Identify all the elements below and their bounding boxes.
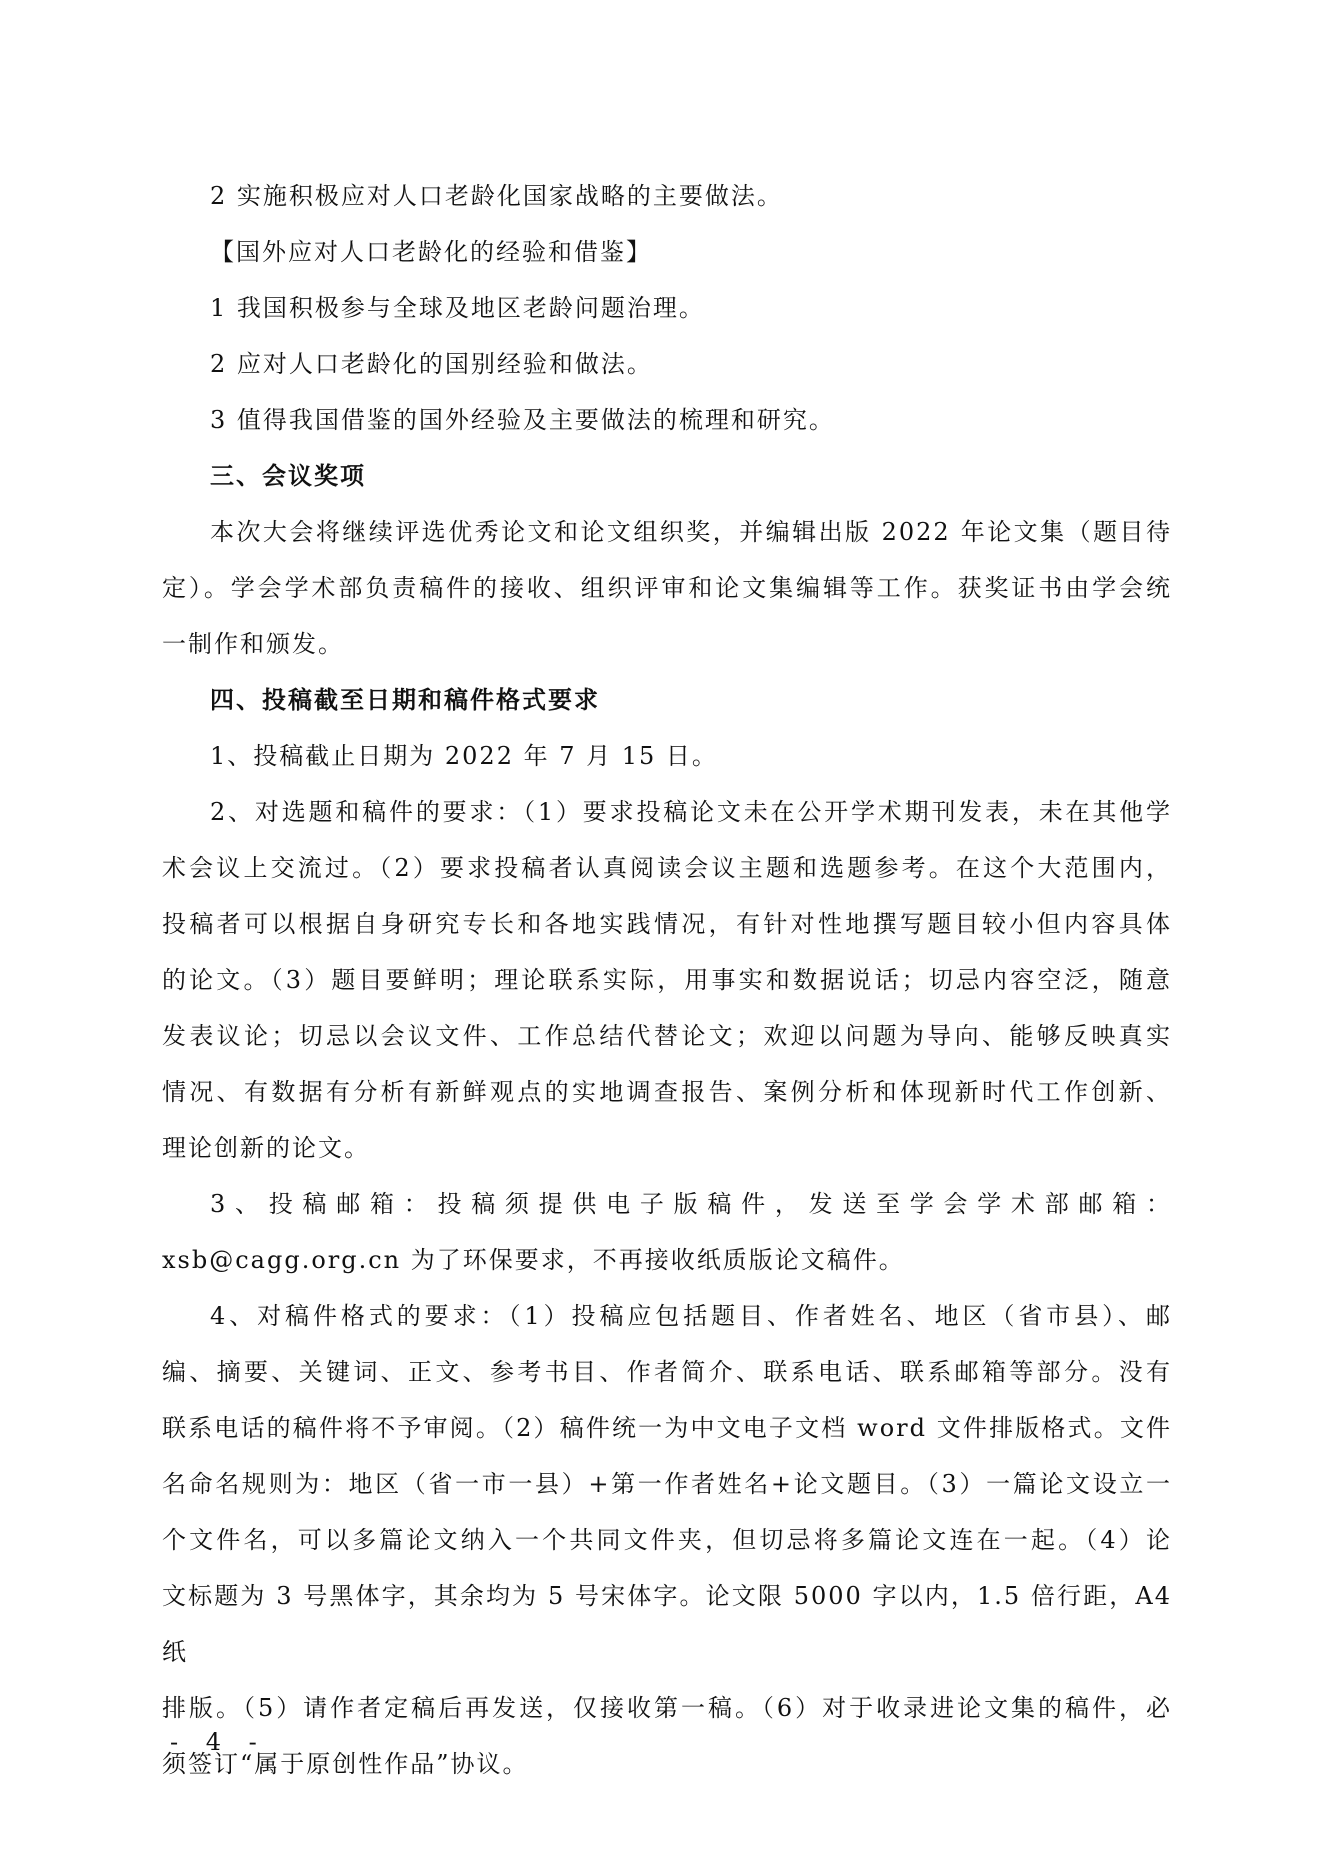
body-line: 须签订“属于原创性作品”协议。 [162, 1750, 529, 1778]
body-line: 一制作和颁发。 [162, 630, 344, 658]
body-line: 3 值得我国借鉴的国外经验及主要做法的梳理和研究。 [210, 406, 835, 434]
body-line: 2 应对人口老龄化的国别经验和做法。 [210, 350, 653, 378]
body-line: 2 实施积极应对人口老龄化国家战略的主要做法。 [210, 182, 783, 210]
body-line: 的论文。（3）题目要鲜明；理论联系实际，用事实和数据说话；切忌内容空泛，随意 [162, 966, 1172, 994]
body-line: 投稿者可以根据自身研究专长和各地实践情况，有针对性地撰写题目较小但内容具体 [162, 910, 1172, 938]
body-line: 联系电话的稿件将不予审阅。（2）稿件统一为中文电子文档 word 文件排版格式。文件 [162, 1414, 1172, 1442]
section-heading-awards: 三、会议奖项 [210, 461, 366, 490]
body-line: 发表议论；切忌以会议文件、工作总结代替论文；欢迎以问题为导向、能够反映真实 [162, 1022, 1172, 1050]
body-line: 排版。（5）请作者定稿后再发送，仅接收第一稿。（6）对于收录进论文集的稿件，必 [162, 1694, 1172, 1722]
body-line: 定）。学会学术部负责稿件的接收、组织评审和论文集编辑等工作。获奖证书由学会统 [162, 574, 1172, 602]
body-line: 术会议上交流过。（2）要求投稿者认真阅读会议主题和选题参考。在这个大范围内， [162, 854, 1172, 882]
document-body [162, 168, 1172, 1792]
body-line: 2、对选题和稿件的要求：（1）要求投稿论文未在公开学术期刊发表，未在其他学 [210, 798, 1172, 826]
email-line: xsb@cagg.org.cn 为了环保要求，不再接收纸质版论文稿件。 [162, 1246, 905, 1274]
body-line: 1、投稿截止日期为 2022 年 7 月 15 日。 [210, 742, 718, 770]
body-line: 4、对稿件格式的要求：（1）投稿应包括题目、作者姓名、地区（省市县）、邮 [210, 1302, 1172, 1330]
body-line: 个文件名，可以多篇论文纳入一个共同文件夹，但切忌将多篇论文连在一起。（4）论 [162, 1526, 1172, 1554]
body-line: 1 我国积极参与全球及地区老龄问题治理。 [210, 294, 705, 322]
page-number: - 4 - [170, 1728, 267, 1756]
section-heading-submission: 四、投稿截至日期和稿件格式要求 [210, 685, 600, 714]
body-line: 3、投稿邮箱：投稿须提供电子版稿件，发送至学会学术部邮箱： [210, 1190, 1172, 1218]
body-line: 名命名规则为：地区（省一市一县）+第一作者姓名+论文题目。（3）一篇论文设立一 [162, 1470, 1172, 1498]
body-line: 理论创新的论文。 [162, 1134, 370, 1162]
section-subheading: 【国外应对人口老龄化的经验和借鉴】 [210, 238, 652, 266]
body-line: 情况、有数据有分析有新鲜观点的实地调查报告、案例分析和体现新时代工作创新、 [162, 1078, 1172, 1106]
body-line: 编、摘要、关键词、正文、参考书目、作者简介、联系电话、联系邮箱等部分。没有 [162, 1358, 1172, 1386]
body-line: 本次大会将继续评选优秀论文和论文组织奖，并编辑出版 2022 年论文集（题目待 [210, 518, 1172, 546]
body-line: 文标题为 3 号黑体字，其余均为 5 号宋体字。论文限 5000 字以内，1.5 倍行距，A4 纸 [162, 1582, 1172, 1666]
